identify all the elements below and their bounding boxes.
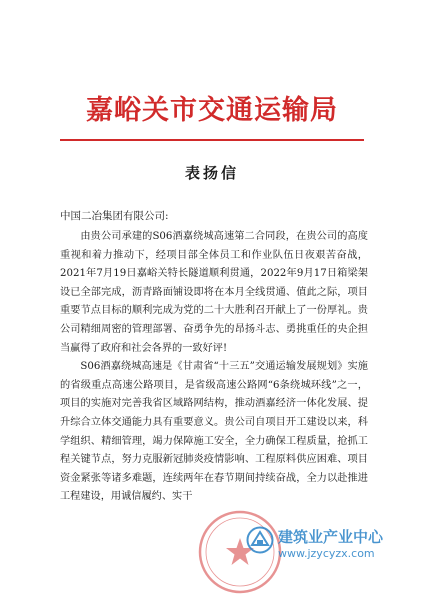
watermark-name: 建筑业产业中心 xyxy=(278,528,384,546)
watermark-url: www.jzycyzx.com xyxy=(278,547,375,560)
body-paragraph: 由贵公司承建的S06酒嘉绕城高速第二合同段，在贵公司的高度重视和着力推动下，经项目部全体员工和作业队伍日夜艰苦奋战，2021年7月19日嘉峪关特长隧道顺利贯通，2022年9月17日箱梁架设已全部完成，沥青路面铺设即将在本月全线贯通、值此之际，项目重要节点目标的顺利完成为党的二十大胜利召开献上了一份厚礼。贵公司精细周密的管理部署、奋勇争先的昂扬斗志、勇挑重任的央企担当赢得了政府和社会各界的一致好评! xyxy=(60,231,368,354)
body-paragraph: S06酒嘉绕城高速是《甘肃省“十三五”交通运输发展规划》实施的省级重点高速公路项目，是省级高速公路网“6条绕城环线”之一，项目的实施对完善我省区域路网结构，推动酒嘉经济一体化发展、提升综合立体交通能力具有重要意义。贵公司自项目开工建设以来，科学组织、精细管理，竭力保障施工安全，全力确保工程质量，抢抓工程关键节点，努力克服新冠肺炎疫情影响、工程原料供应困难、项目资金紧张等诸多难题，连续两年在春节期间持续奋战，全力以赴推进工程建设，用诚信履约、实干 xyxy=(60,361,368,503)
salutation: 中国二冶集团有限公司: xyxy=(60,210,169,222)
document-title: 表扬信 xyxy=(184,164,239,182)
letterhead-divider xyxy=(60,139,364,141)
letterhead-title: 嘉峪关市交通运输局 xyxy=(86,95,338,126)
watermark-logo-icon xyxy=(246,526,274,554)
letter-body xyxy=(60,228,368,507)
